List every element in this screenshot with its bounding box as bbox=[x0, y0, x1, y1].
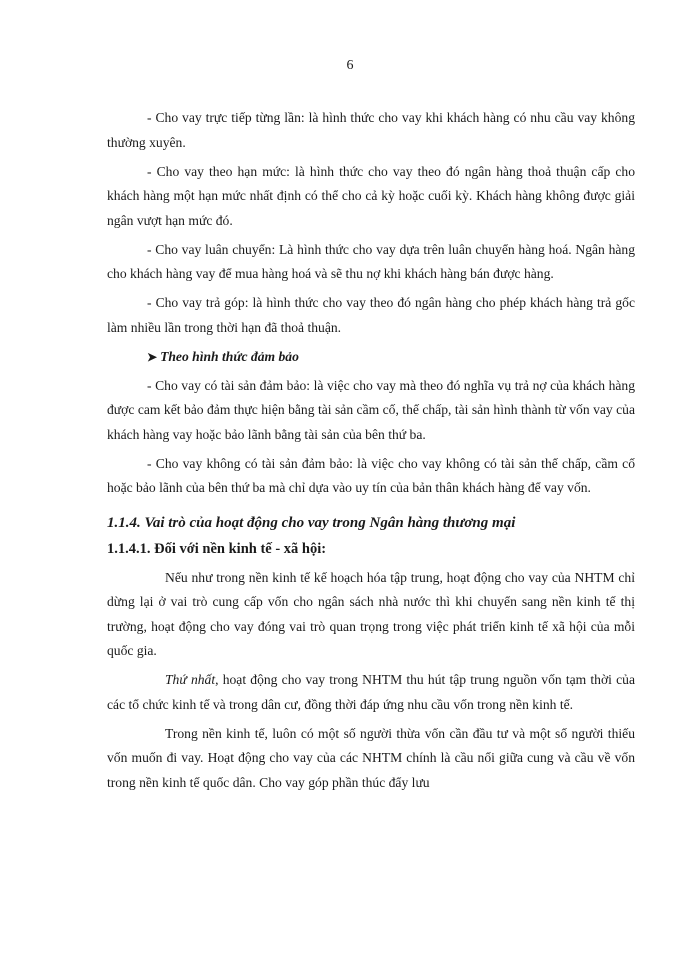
subsection-title: 1.1.4.1. Đối với nền kinh tế - xã hội: bbox=[107, 540, 327, 557]
subheading-collateral-form bbox=[107, 345, 635, 370]
subheading-text: Theo hình thức đảm bảo bbox=[160, 348, 299, 364]
paragraph-installment-loan: - Cho vay trả góp: là hình thức cho vay theo đó ngân hàng cho phép khách hàng trả gốc làm nhiều lần trong thời hạn đã thoả thuận. bbox=[107, 295, 635, 335]
section-title: 1.1.4. Vai trò của hoạt động cho vay trong Ngân hàng thương mại bbox=[107, 514, 516, 531]
paragraph-unsecured-loan: - Cho vay không có tài sản đảm bảo: là việc cho vay không có tài sản thế chấp, cầm cố hoặc bảo lãnh của bên thứ ba mà chỉ dựa vào uy tín của bản thân khách hàng để vay vốn. bbox=[107, 455, 635, 495]
paragraph-economic-role: Nếu như trong nền kinh tế kế hoạch hóa tập trung, hoạt động cho vay của NHTM chỉ dừng lại ở vai trò cung cấp vốn cho ngân sách nhà nước thì khi chuyển sang nền kinh tế thị trường, hoạt động cho vay đóng vai trò quan trọng trong việc phát triển kinh tế xã hội của mỗi quốc gia. bbox=[107, 569, 635, 658]
paragraph-direct-loan: - Cho vay trực tiếp từng lần: là hình thức cho vay khi khách hàng có nhu cầu vay không thường xuyên. bbox=[107, 110, 635, 150]
paragraph-capital-bridge: Trong nền kinh tế, luôn có một số người thừa vốn cần đầu tư và một số người thiếu vốn muốn đi vay. Hoạt động cho vay của các NHTM chính là cầu nối giữa cung và cầu về vốn trong nền kinh tế quốc dân. Cho vay góp phần thúc đẩy lưu bbox=[107, 725, 635, 790]
arrow-bullet-icon: ➤ bbox=[147, 349, 158, 364]
page-content bbox=[107, 106, 635, 795]
paragraph-revolving-loan: - Cho vay luân chuyển: Là hình thức cho vay dựa trên luân chuyển hàng hoá. Ngân hàng cho khách hàng vay để mua hàng hoá và sẽ thu nợ khi khách hàng bán được hàng. bbox=[107, 241, 635, 281]
paragraph-first-point bbox=[107, 668, 635, 717]
first-point-lead: Thứ nhất bbox=[165, 672, 216, 687]
first-point-text: , hoạt động cho vay trong NHTM thu hút tập trung nguồn vốn tạm thời của các tổ chức kinh tế và trong dân cư, đồng thời đáp ứng nhu cầu vốn trong nền kinh tế. bbox=[107, 672, 635, 712]
page-number: 6 bbox=[346, 58, 354, 73]
paragraph-secured-loan: - Cho vay có tài sản đảm bảo: là việc cho vay mà theo đó nghĩa vụ trả nợ của khách hàng được cam kết bảo đảm thực hiện bằng tài sản cầm cố, thế chấp, tài sản hình thành từ vốn vay của khách hàng vay hoặc bảo lãnh bằng tài sản của bên thứ ba. bbox=[107, 377, 635, 442]
paragraph-credit-limit-loan: - Cho vay theo hạn mức: là hình thức cho vay theo đó ngân hàng thoả thuận cấp cho khách hàng một hạn mức nhất định có thể cho cả kỳ hoặc cuối kỳ. Khách hàng không được giải ngân vượt hạn mức đó. bbox=[107, 163, 635, 228]
